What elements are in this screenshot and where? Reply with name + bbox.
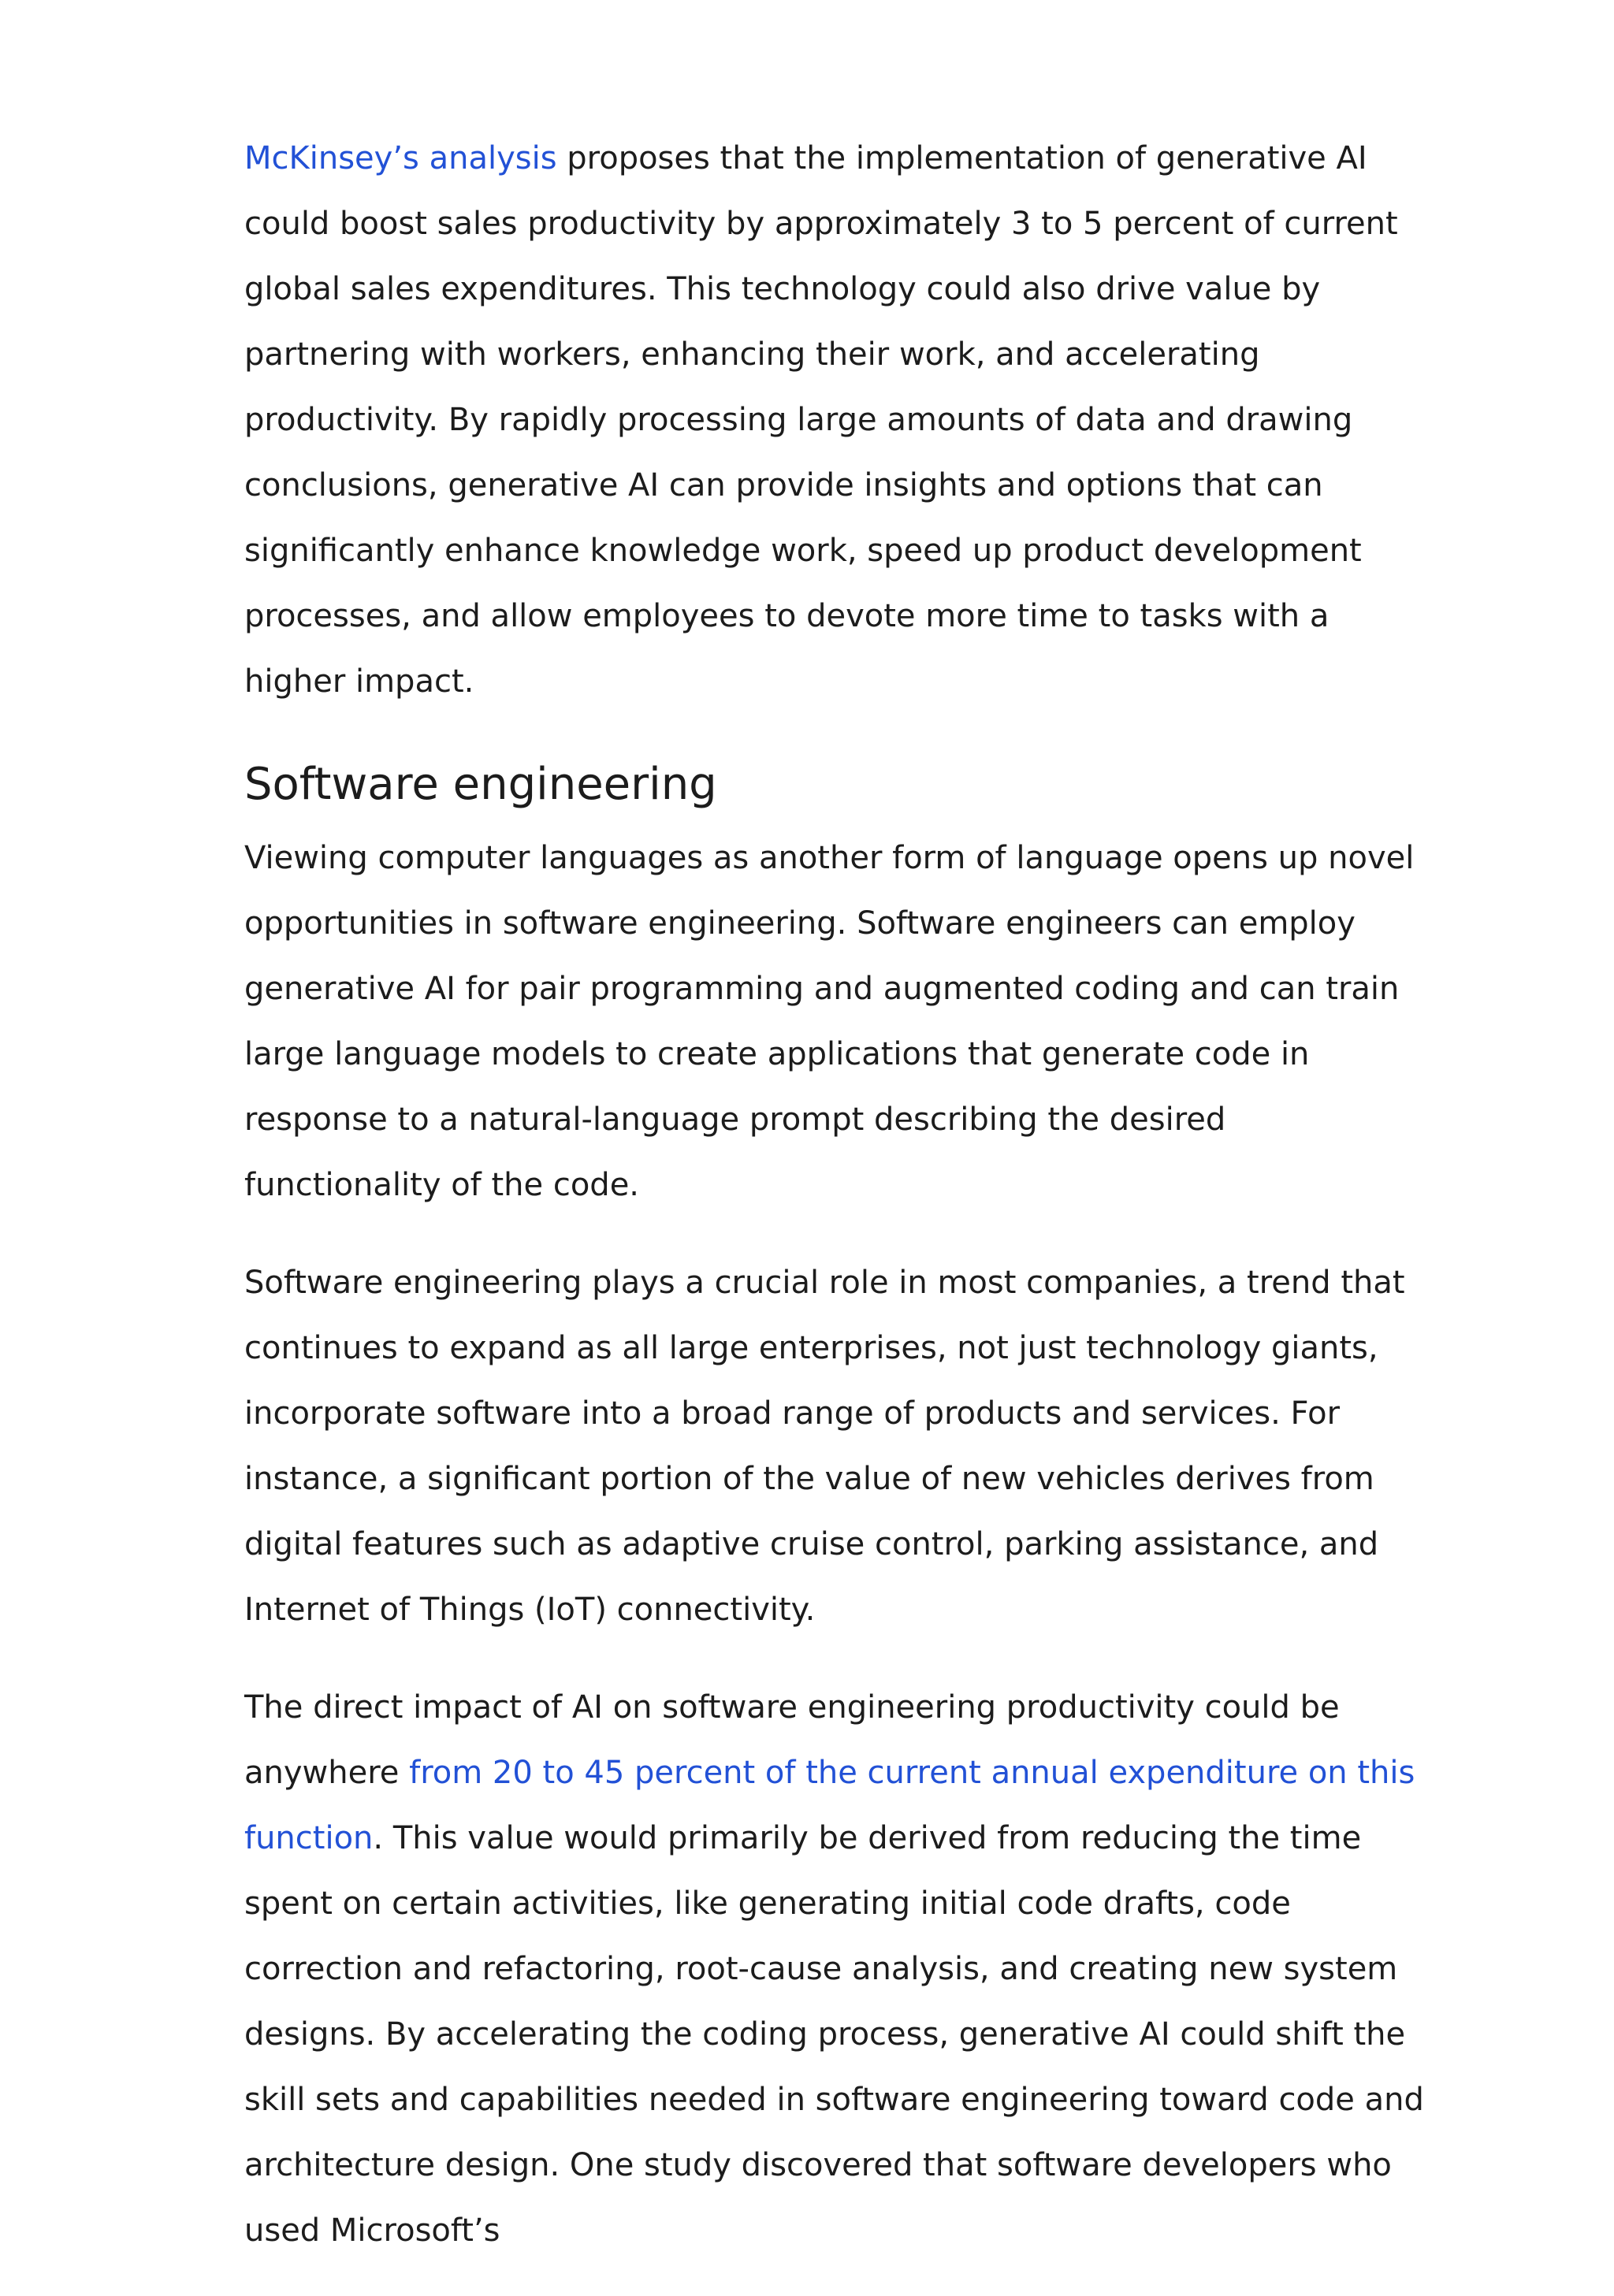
paragraph-text: proposes that the implementation of generative AI could boost sales productivity by approximately 3 to 5 percent of current global sales expenditures. This technology could also drive value by partnering with workers, enhancing their work, and accelerating productivity. By rapidly processing large amounts of data and drawing conclusions, generative AI can provide insights and options that can significantly enhance knowledge work, speed up product development processes, and allow employees to devote more time to tasks with a higher impact. [244,140,1398,700]
expenditure-percent-link[interactable]: from 20 to 45 percent of the current annual expenditure on this function [244,1755,1415,1856]
section-heading-software-engineering: Software engineering [244,759,717,810]
paragraph-software-role: Software engineering plays a crucial role in most companies, a trend that continues to expand as all large enterprises, not just technology giants, incorporate software into a broad range of products and services. For instance, a significant portion of the value of new vehicles derives from digital features such as adaptive cruise control, parking assistance, and Internet of Things (IoT) connectivity. [244,1265,1405,1628]
paragraph-computer-languages: Viewing computer languages as another form of language opens up novel opportunities in software engineering. Software engineers can employ generative AI for pair programming and augmented coding and can train large language models to create applications that generate code in response to a natural-language prompt describing the desired functionality of the code. [244,840,1415,1203]
article-body [244,126,1426,2296]
paragraph-text: The direct impact of AI on software engineering productivity could be anywhere [244,1689,1340,1791]
paragraph-sales-productivity [244,126,1426,715]
mckinsey-analysis-link[interactable]: McKinsey’s analysis [244,140,557,176]
paragraph-text: . This value would primarily be derived from reducing the time spent on certain activities, like generating initial code drafts, code correction and refactoring, root-cause analysis, and creating new system designs. By accelerating the coding process, generative AI could shift the skill sets and capabilities needed in software engineering toward code and architecture design. One study discovered that software developers who used Microsoft’s [244,1820,1424,2249]
paragraph-direct-impact [244,1675,1426,2264]
